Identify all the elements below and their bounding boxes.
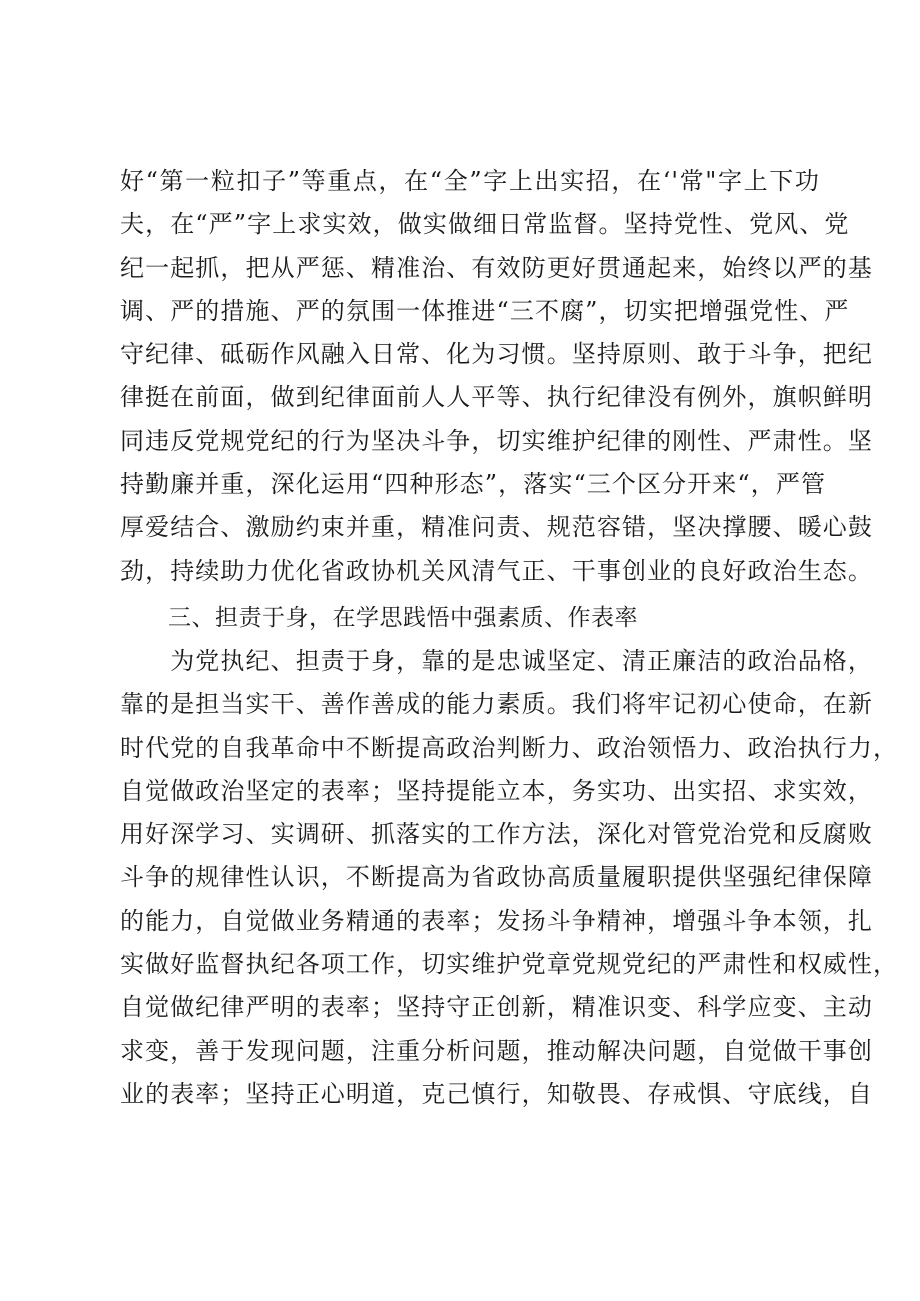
text-line: 的能力，自觉做业务精通的表率；发扬斗争精神，增强斗争本领，扎 [120, 906, 873, 935]
text-line: 律挺在前面，做到纪律面前人人平等、执行纪律没有例外，旗帜鲜明 [120, 383, 873, 412]
text-line: 好“第一粒扣子”等重点，在“全”字上出实招，在‘'常"字上下功 [120, 167, 820, 195]
text-line: 斗争的规律性认识，不断提高为省政协高质量履职提供坚强纪律保障 [120, 863, 873, 892]
text-line: 守纪律、砥砺作风融入日常、化为习惯。坚持原则、敢于斗争，把纪 [120, 340, 873, 369]
paragraph-discipline-supervision [120, 160, 873, 593]
text-line: 为党执纪、担责于身，靠的是忠诚坚定、清正廉洁的政治品格， [120, 647, 873, 675]
text-line: 自觉做纪律严明的表率；坚持守正创新，精准识变、科学应变、主动 [120, 993, 873, 1022]
text-line: 纪一起抓，把从严惩、精准治、有效防更好贯通起来，始终以严的基 [120, 253, 873, 282]
text-line: 靠的是担当实干、善作善成的能力素质。我们将牢记初心使命，在新 [120, 690, 873, 719]
text-line: 持勤廉并重，深化运用“四种形态”，落实“三个区分开来“，严管 [120, 470, 827, 499]
text-line: 夫，在“严”字上求实效，做实做细日常监督。坚持党性、党风、党 [120, 210, 850, 239]
text-line: 求变，善于发现问题，注重分析问题，推动解决问题，自觉做干事创 [120, 1036, 873, 1065]
text-line: 实做好监督执纪各项工作，切实维护党章党规党纪的严肃性和权威性， [120, 950, 899, 979]
text-line: 自觉做政治坚定的表率；坚持提能立本，务实功、出实招、求实效， [120, 776, 873, 805]
text-line: 调、严的措施、严的氛围一体推进“三不腐”，切实把增强党性、严 [120, 296, 850, 325]
paragraph-responsibility [120, 640, 899, 1116]
text-line: 业的表率；坚持正心明道，克己慎行，知敬畏、存戒惧、守底线，自 [120, 1079, 873, 1108]
text-line: 劲，持续助力优化省政协机关风清气正、干事创业的良好政治生态。 [120, 556, 873, 585]
text-line: 时代党的自我革命中不断提高政治判断力、政治领悟力、政治执行力， [120, 733, 899, 762]
text-line: 同违反党规党纪的行为坚决斗争，切实维护纪律的刚性、严肃性。坚 [120, 426, 873, 455]
text-line: 厚爱结合、激励约束并重，精准问责、规范容错，坚决撑腰、暖心鼓 [120, 513, 873, 542]
text-line: 用好深学习、实调研、抓落实的工作方法，深化对管党治党和反腐败 [120, 820, 873, 849]
section-heading: 三、担责于身，在学思践悟中强素质、作表率 [168, 605, 638, 631]
